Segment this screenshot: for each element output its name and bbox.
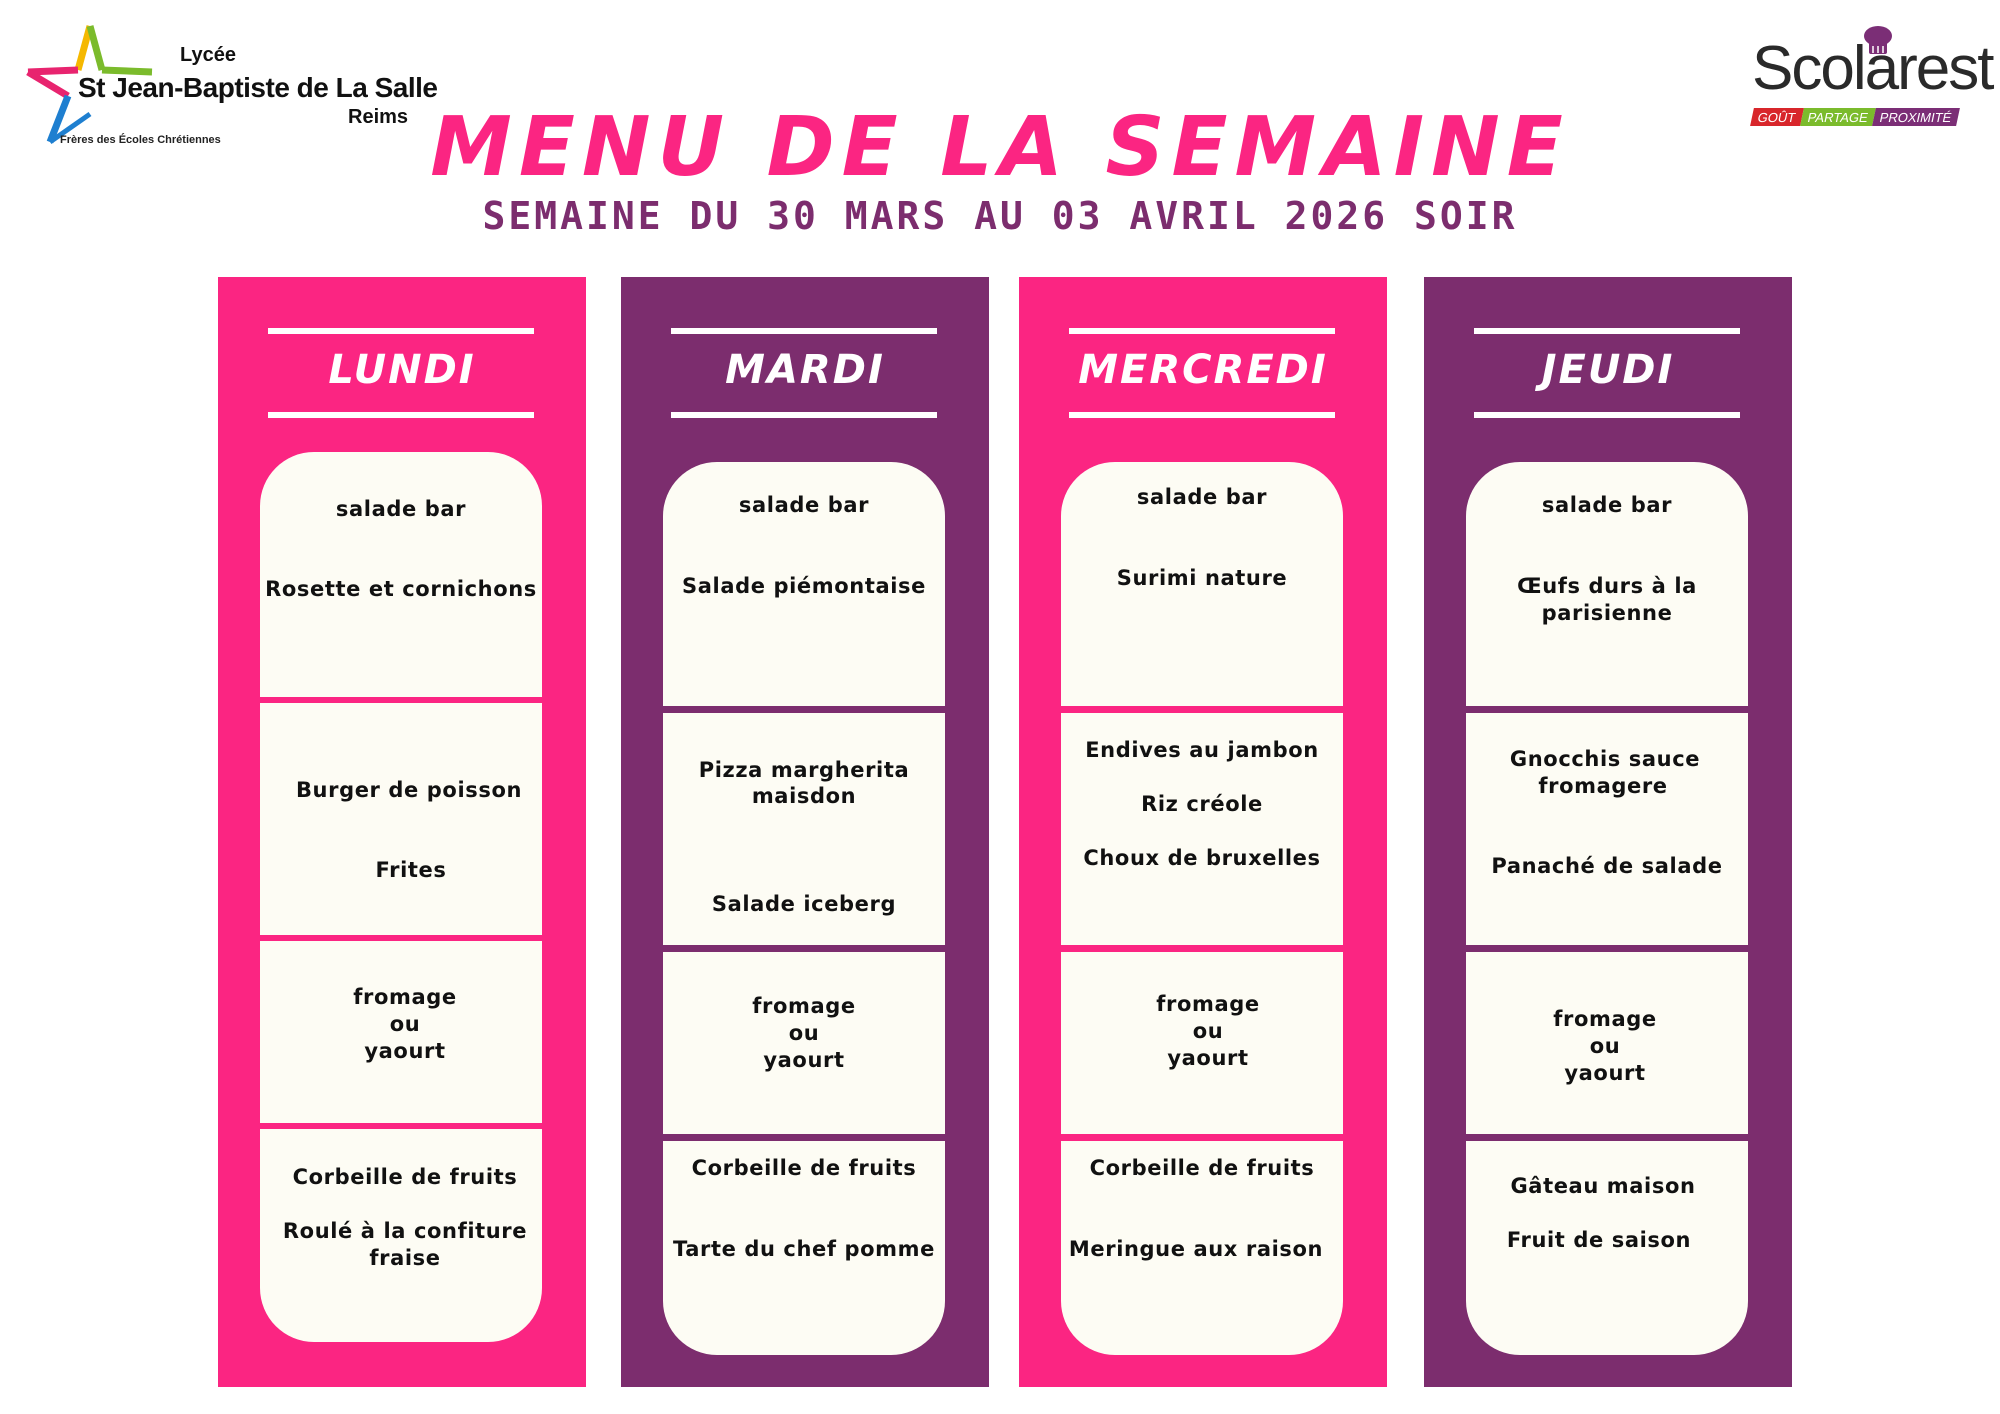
day-name: JEUDI	[1541, 347, 1675, 393]
menu-item: Gnocchis sauce	[1509, 747, 1701, 771]
menu-card-dessert	[1061, 1141, 1343, 1355]
page-title: MENU DE LA SEMAINE	[430, 100, 1570, 195]
logo-line-lycee: Lycée	[180, 44, 236, 66]
menu-item: ou	[1589, 1034, 1621, 1058]
menu-item: salade bar	[335, 497, 467, 521]
menu-item: Corbeille de fruits	[292, 1165, 518, 1189]
menu-item: Tarte du chef pomme	[673, 1237, 935, 1261]
menu-card-entree	[663, 462, 945, 706]
menu-item: Œufs durs à la	[1517, 574, 1697, 598]
menu-card-plat	[260, 703, 542, 935]
day-column-jeudi	[1424, 277, 1792, 1387]
tagline-proximite: PROXIMITÉ	[1872, 108, 1959, 126]
menu-item: Salade piémontaise	[682, 574, 926, 598]
menu-item: salade bar	[1136, 485, 1268, 509]
menu-card-entree	[1061, 462, 1343, 706]
day-column-lundi	[218, 277, 586, 1387]
menu-item: ou	[389, 1012, 421, 1036]
logo-subline: Frères des Écoles Chrétiennes	[60, 134, 221, 146]
menu-item: fromage	[353, 985, 457, 1009]
day-column-mardi	[621, 277, 989, 1387]
menu-card-entree	[1466, 462, 1748, 706]
menu-item: fromage	[752, 994, 856, 1018]
menu-item: Fruit de saison	[1506, 1228, 1692, 1252]
menu-card-plat	[663, 713, 945, 945]
menu-item: Meringue aux raison	[1068, 1237, 1324, 1261]
menu-item: yaourt	[1167, 1046, 1249, 1070]
menu-item: Choux de bruxelles	[1083, 846, 1321, 870]
menu-item: fromage	[1156, 992, 1260, 1016]
day-name: LUNDI	[328, 347, 476, 393]
menu-item: Rosette et cornichons	[265, 577, 537, 601]
menu-item: Panaché de salade	[1491, 854, 1723, 878]
menu-item: fromagere	[1538, 774, 1668, 798]
day-name: MARDI	[725, 347, 885, 393]
menu-item: maisdon	[751, 784, 857, 808]
logo-city: Reims	[348, 106, 409, 128]
menu-item: ou	[788, 1021, 820, 1045]
menu-item: ou	[1192, 1019, 1224, 1043]
menu-card-fromage	[260, 941, 542, 1123]
menu-item: yaourt	[364, 1039, 446, 1063]
menu-item: Riz créole	[1141, 792, 1263, 816]
tagline-partage: PARTAGE	[1800, 108, 1876, 126]
menu-item: Corbeille de fruits	[691, 1156, 917, 1180]
menu-item: fromage	[1553, 1007, 1657, 1031]
menu-item: Gâteau maison	[1510, 1174, 1696, 1198]
brand-name: Scolarest	[1752, 34, 1993, 103]
menu-item: Salade iceberg	[711, 892, 897, 916]
menu-item: Pizza margherita	[698, 758, 910, 782]
divider	[268, 328, 534, 334]
page-subtitle: SEMAINE DU 30 MARS AU 03 AVRIL 2026 SOIR	[482, 194, 1518, 238]
day-name: MERCREDI	[1078, 347, 1328, 393]
divider	[1069, 328, 1335, 334]
divider	[671, 328, 937, 334]
tagline-gout: GOÛT	[1750, 108, 1803, 126]
menu-item: salade bar	[738, 493, 870, 517]
menu-card-dessert	[663, 1141, 945, 1355]
menu-item: Burger de poisson	[295, 778, 523, 802]
menu-card-dessert	[260, 1129, 542, 1342]
divider	[671, 412, 937, 418]
menu-card-entree	[260, 452, 542, 697]
menu-item: Frites	[375, 858, 447, 882]
menu-item: Roulé à la confiture	[282, 1219, 528, 1243]
menu-item: salade bar	[1541, 493, 1673, 517]
menu-card-fromage	[663, 952, 945, 1134]
menu-card-plat	[1061, 713, 1343, 945]
day-column-mercredi	[1019, 277, 1387, 1387]
menu-item: fraise	[369, 1246, 441, 1270]
divider	[1474, 328, 1740, 334]
menu-item: Corbeille de fruits	[1089, 1156, 1315, 1180]
menu-item: parisienne	[1541, 601, 1673, 625]
divider	[1069, 412, 1335, 418]
menu-card-fromage	[1466, 952, 1748, 1134]
divider	[268, 412, 534, 418]
menu-card-fromage	[1061, 952, 1343, 1134]
menu-card-plat	[1466, 713, 1748, 945]
logo-school-name: St Jean-Baptiste de La Salle	[78, 72, 438, 103]
menu-item: Surimi nature	[1116, 566, 1288, 590]
menu-card-dessert	[1466, 1141, 1748, 1355]
menu-item: yaourt	[763, 1048, 845, 1072]
menu-item: yaourt	[1564, 1061, 1646, 1085]
divider	[1474, 412, 1740, 418]
menu-item: Endives au jambon	[1085, 738, 1319, 762]
